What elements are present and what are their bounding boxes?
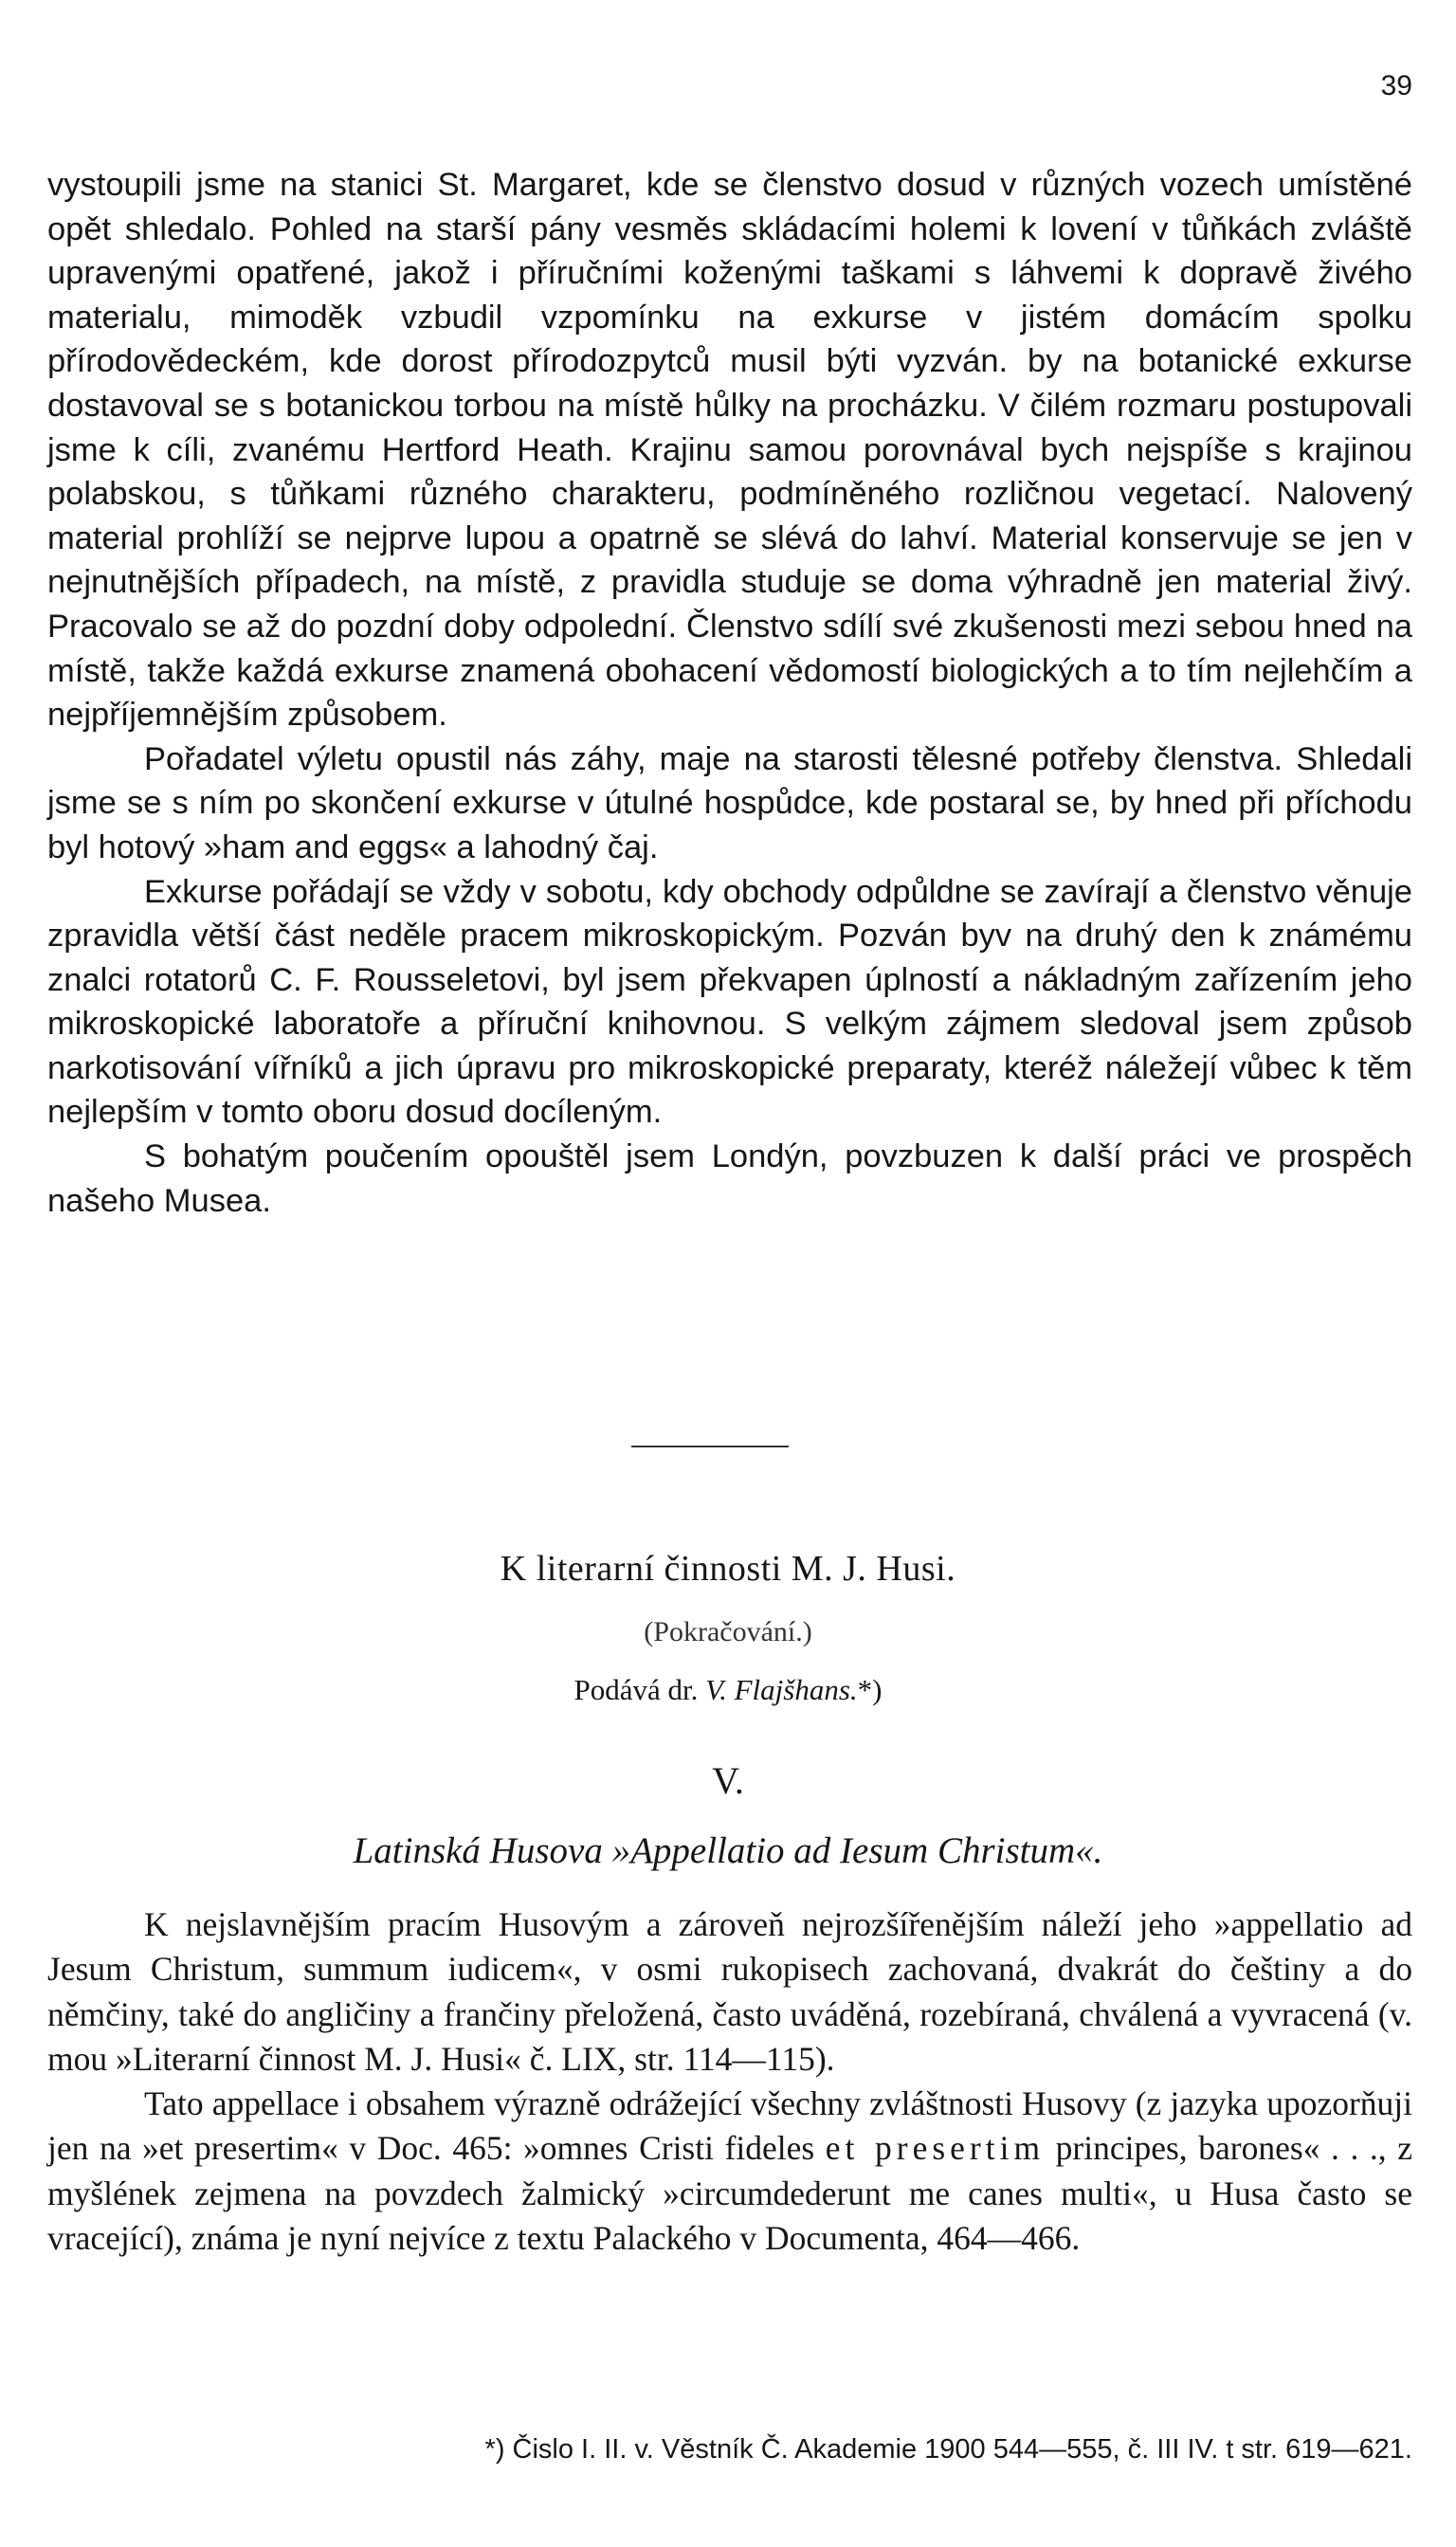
intro-paragraph: S bohatým poučením opouštěl jsem Londýn, povzbuzen k další práci ve prospěch našeho Musea. [47, 1138, 1412, 1219]
chapter-title: Latinská Husova »Appellatio ad Iesum Christum«. [353, 1830, 1103, 1871]
author-line [0, 1673, 1456, 1707]
article-paragraph-part: Tato appellace i obsahem výrazně odrážející všechny zvláštnosti Husovy (z jazyka upozorňuji jen na »et presertim« v Doc. 465: »omnes Cristi fideles [47, 2084, 1412, 2168]
article-title: K literarní činnosti M. J. Husi. [500, 1549, 956, 1589]
chapter-number: V. [712, 1759, 744, 1802]
article-text-block [47, 1902, 1412, 2261]
intro-paragraph: Exkurse pořádají se vždy v sobotu, kdy obchody odpůldne se zavírají a členstvo věnuje zpravidla větší část neděle pracem mikroskopickým. Pozván byv na druhý den k známému znalci rotatorů C. F. Rousseletovi, byl jsem překvapen úplností a nákladným zařízením jeho mikroskopické laboratoře a příruční knihovnou. S velkým zájmem sledoval jsem způsob narkotisování vířníků a jich úpravu pro mikroskopické preparaty, kteréž náležejí vůbec k těm nejlepším v tomto oboru dosud docíleným. [47, 873, 1412, 1131]
spaced-emphasis: et presertim [825, 2129, 1046, 2168]
page-number: 39 [1380, 70, 1412, 101]
article-paragraph [47, 2082, 1412, 2261]
intro-text-block [47, 163, 1412, 1223]
intro-paragraph: Pořadatel výletu opustil nás záhy, maje na starosti tělesné potřeby členstva. Shledali jsme se s ním po skončení exkurse v útulné hospůdce, kde postaral se, by hned při příchodu byl hotový »ham and eggs« a lahodný čaj. [47, 740, 1412, 865]
article-paragraph-part: principes, barones« . . ., z myšlének zejmena na povzdech žalmický »circumdederunt me canes multi«, u Husa často se vracející), známa je nyní nejvíce z textu Palackého v Documenta, 464—466. [47, 2129, 1413, 2258]
footnote: *) Čislo I. II. v. Věstník Č. Akademie 1900 544—555, č. III IV. t str. 619—621. [484, 2434, 1412, 2465]
footnote-marker: *) [857, 1673, 883, 1706]
continuation-note: (Pokračování.) [644, 1616, 812, 1647]
article-paragraph: K nejslavnějším pracím Husovým a zároveň nejrozšířenějším náleží jeho »appellatio ad Jesum Christum, summum iudicem«, v osmi rukopisech zachovaná, dvakrát do češtiny a do němčiny, také do angličiny a frančiny přeložená, často uváděná, rozebíraná, chválená a vyvracená (v. mou »Literarní činnost M. J. Husi« č. LIX, str. 114—115). [47, 1905, 1412, 2078]
intro-paragraph: vystoupili jsme na stanici St. Margaret, kde se členstvo dosud v různých vozech umístěné opět shledalo. Pohled na starší pány vesměs skládacími holemi k lovení v tůňkách zvláště upravenými opatřené, jakož i příručními koženými taškami s láhvemi k dopravě živého materialu, mimoděk vzbudil vzpomínku na exkurse v jistém domácím spolku přírodovědeckém, kde dorost přírodozpytců musil býti vyzván. by na botanické exkurse dostavoval se s botanickou torbou na místě hůlky na procházku. V čilém rozmaru postupovali jsme k cíli, zvanému Hertford Heath. Krajinu samou porovnával bych nejspíše s krajinou polabskou, s tůňkami různého charakteru, podmíněného rozličnou vegetací. Nalovený material prohlíží se nejprve lupou a opatrně se slévá do lahví. Material konservuje se jen v nejnutnějších případech, na místě, z pravidla studuje se doma výhradně jen material živý. Pracovalo se až do pozdní doby odpolední. Členstvo sdílí své zkušenosti mezi sebou hned na místě, takže každá exkurse znamená obohacení vědomostí biologických a to tím nejlehčím a nejpříjemnějším způsobem. [47, 167, 1412, 734]
author-name: V. Flajšhans. [705, 1673, 858, 1706]
section-divider [631, 1446, 789, 1447]
author-prefix: Podává dr. [573, 1673, 699, 1706]
